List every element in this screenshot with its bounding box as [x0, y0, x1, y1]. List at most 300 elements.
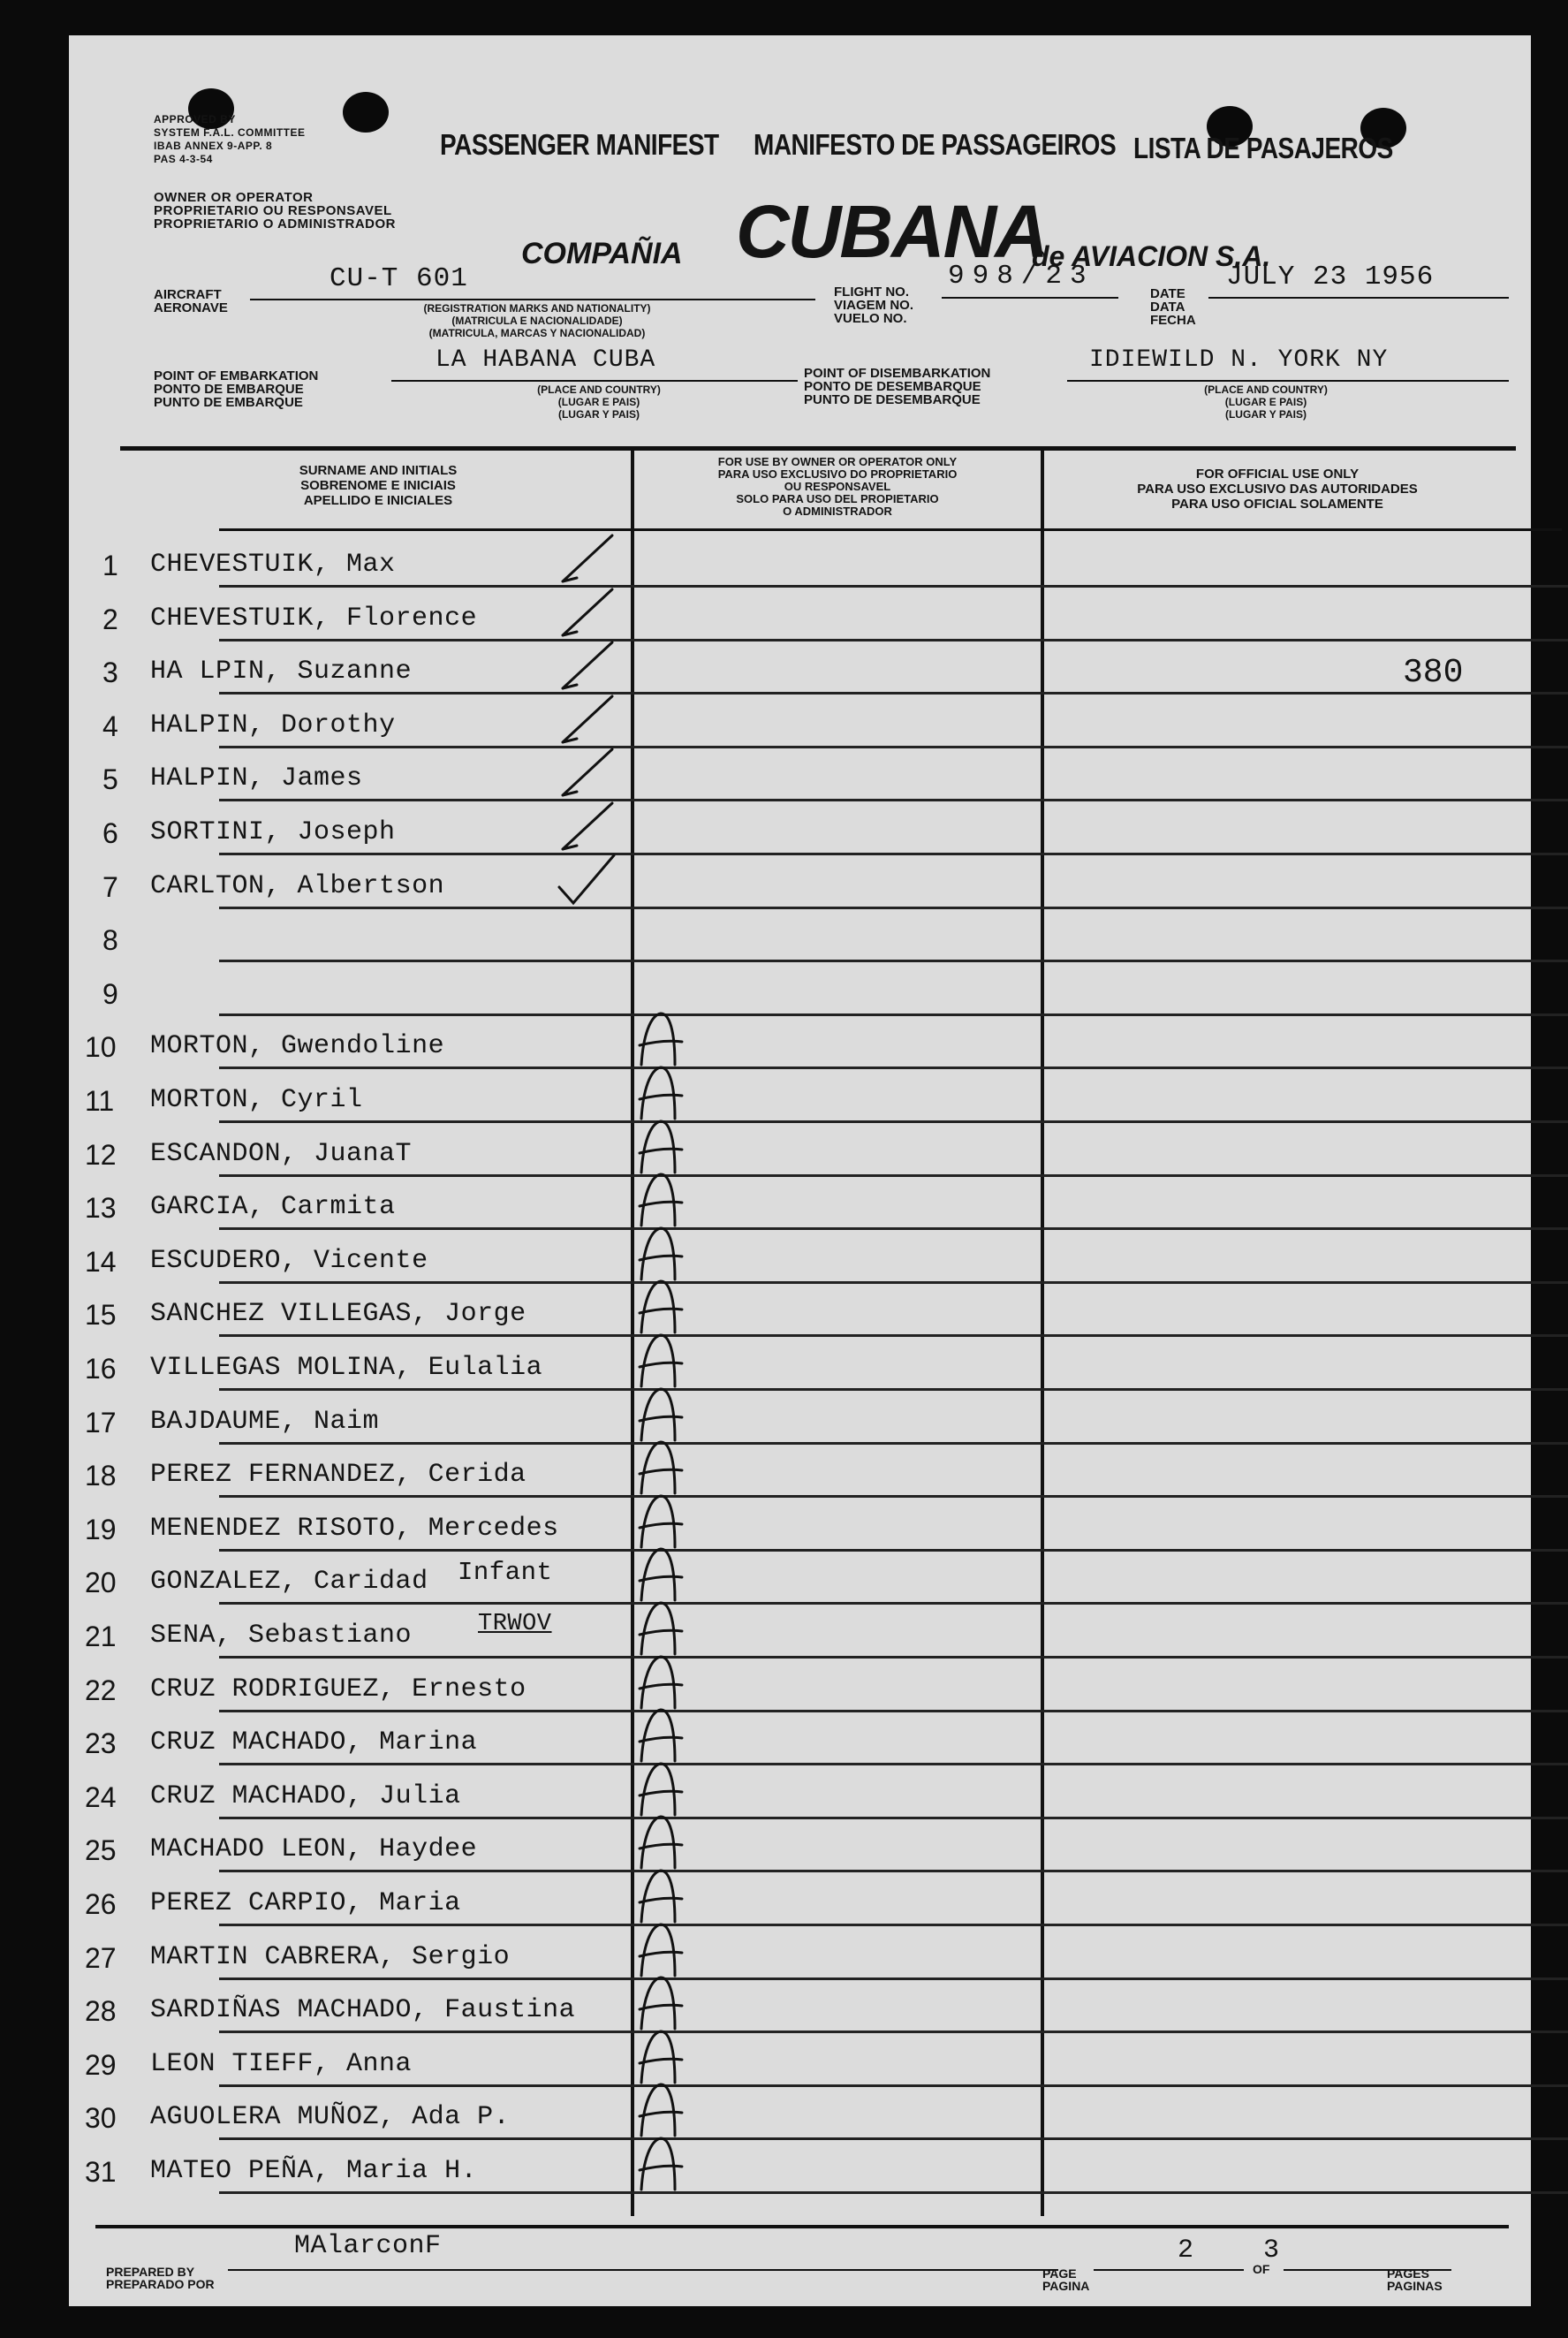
pages-label: [1387, 2267, 1443, 2292]
embark-underline: [391, 380, 798, 382]
handwritten-a-mark-icon: [634, 1813, 687, 1870]
row-number: 25: [85, 1834, 117, 1867]
handwritten-a-mark-icon: [634, 1867, 687, 1924]
passenger-given-name: Dorothy: [281, 710, 396, 740]
row-number: 9: [102, 977, 118, 1010]
passenger-surname: SARDIÑAS MACHADO: [150, 1995, 413, 2026]
row-number: 5: [102, 763, 118, 796]
passenger-surname: HA LPIN: [150, 657, 265, 687]
handwritten-a-mark-icon: [634, 1760, 687, 1817]
embark-label-line: PUNTO DE EMBARQUE: [154, 395, 303, 410]
passenger-surname: ESCANDON: [150, 1138, 282, 1169]
flight-underline: [942, 297, 1118, 299]
disembark-label: [804, 367, 990, 406]
row-number: 26: [85, 1888, 117, 1920]
name-separator: ,: [412, 1995, 445, 2026]
handwritten-a-mark-icon: [634, 1653, 687, 1710]
name-separator: ,: [314, 603, 347, 634]
passenger-name: [150, 1407, 379, 1437]
row-number: 13: [85, 1192, 117, 1225]
header-bottom-rule: [219, 528, 1562, 531]
passenger-given-name: Suzanne: [297, 657, 413, 687]
footer-label-line: PAGINAS: [1387, 2279, 1443, 2293]
prepared-by-label: [106, 2266, 215, 2290]
passenger-given-name: Gwendoline: [281, 1031, 445, 1062]
owner-label-line: OWNER OR OPERATOR: [154, 190, 314, 205]
caption-line: (PLACE AND COUNTRY): [1204, 383, 1328, 396]
name-separator: ,: [379, 1941, 413, 1972]
passenger-given-name: Haydee: [379, 1834, 478, 1865]
row-number: 12: [85, 1138, 117, 1171]
tick-slash-icon: [550, 635, 621, 692]
passenger-given-name: James: [281, 763, 363, 794]
handwritten-a-mark-icon: [634, 1225, 687, 1281]
column-header-line: FOR OFFICIAL USE ONLY: [1195, 467, 1360, 482]
row-number: 11: [85, 1085, 115, 1117]
checkmark-icon: [550, 850, 621, 907]
embark-label-line: POINT OF EMBARKATION: [154, 368, 319, 383]
name-separator: ,: [264, 870, 298, 901]
date-label: [1150, 287, 1196, 327]
page-number: 2: [1178, 2236, 1194, 2266]
row-number: 10: [85, 1031, 117, 1064]
passenger-surname: GONZALEZ: [150, 1567, 282, 1598]
date-label-line: FECHA: [1150, 313, 1196, 328]
row-number: 23: [85, 1727, 117, 1760]
row-rule: [219, 1763, 1568, 1765]
passenger-given-name: Ada P.: [412, 2102, 511, 2133]
name-separator: ,: [379, 2102, 413, 2133]
passenger-given-name: Eulalia: [428, 1353, 543, 1383]
passenger-surname: SANCHEZ VILLEGAS: [150, 1299, 413, 1330]
disembark-label-line: PUNTO DE DESEMBARQUE: [804, 392, 981, 407]
column-header-line: PARA USO OFICIAL SOLAMENTE: [1171, 497, 1383, 512]
row-number: 30: [85, 2102, 117, 2135]
flight-value: 998/23: [948, 261, 1095, 292]
date-underline: [1208, 297, 1509, 299]
tick-slash-icon: [550, 742, 621, 799]
row-number: 1: [102, 550, 118, 581]
owner-label-line: PROPRIETARIO OU RESPONSAVEL: [154, 203, 392, 218]
row-number: 14: [85, 1245, 117, 1278]
aircraft-caption: [360, 302, 714, 339]
handwritten-a-mark-icon: [634, 2135, 687, 2191]
row-number: 2: [102, 603, 118, 635]
aircraft-value: CU-T 601: [330, 263, 468, 294]
aircraft-label-line: AIRCRAFT: [154, 287, 222, 302]
passenger-given-name: Maria H.: [346, 2156, 478, 2186]
name-separator: ,: [346, 1780, 380, 1811]
disembark-underline: [1067, 380, 1509, 382]
passenger-given-name: Joseph: [297, 817, 396, 847]
name-separator: ,: [346, 1834, 380, 1865]
row-rule: [219, 1817, 1568, 1819]
row-rule: [219, 1870, 1568, 1872]
official-note: 380: [1403, 654, 1464, 692]
passenger-name: [150, 1085, 363, 1115]
row-rule: [219, 2191, 1568, 2194]
annotation-infant: Infant: [458, 1558, 553, 1587]
total-pages: 3: [1263, 2236, 1280, 2266]
passenger-given-name: Florence: [346, 603, 478, 634]
column-header-owner: [639, 456, 1036, 518]
passenger-surname: MORTON: [150, 1031, 249, 1062]
passenger-name: [150, 657, 412, 687]
passenger-surname: HALPIN: [150, 763, 249, 794]
row-number: 28: [85, 1995, 117, 2028]
passenger-name: [150, 1514, 559, 1544]
aircraft-underline: [250, 299, 815, 300]
caption-line: (LUGAR Y PAIS): [557, 408, 640, 421]
approval-line: APPROVED BY: [154, 113, 236, 125]
row-rule: [219, 853, 1568, 855]
handwritten-a-mark-icon: [634, 2081, 687, 2137]
title-english: PASSENGER MANIFEST: [440, 127, 719, 161]
tick-slash-icon: [550, 796, 621, 853]
row-rule: [219, 799, 1568, 801]
passenger-surname: GARCIA: [150, 1192, 249, 1223]
row-rule: [219, 746, 1568, 748]
passenger-given-name: Albertson: [297, 870, 445, 901]
row-number: 24: [85, 1780, 117, 1813]
name-separator: ,: [248, 1085, 282, 1115]
handwritten-a-mark-icon: [634, 1332, 687, 1388]
prepared-by-underline: [228, 2269, 1058, 2271]
tick-slash-icon: [550, 528, 621, 585]
handwritten-a-mark-icon: [634, 1171, 687, 1227]
passenger-given-name: Maria: [379, 1888, 461, 1918]
passenger-name: [150, 1834, 477, 1864]
flight-label-line: VIAGEM NO.: [834, 298, 914, 313]
passenger-name: [150, 1621, 412, 1651]
row-rule: [219, 1334, 1568, 1337]
handwritten-a-mark-icon: [634, 1545, 687, 1602]
row-number: 16: [85, 1353, 117, 1385]
name-separator: ,: [395, 1460, 428, 1491]
row-rule: [219, 1602, 1568, 1605]
row-rule: [219, 1495, 1568, 1498]
passenger-surname: MORTON: [150, 1085, 249, 1115]
passenger-given-name: Julia: [379, 1780, 461, 1811]
aircraft-label: [154, 288, 228, 315]
name-separator: ,: [264, 817, 298, 847]
row-number: 15: [85, 1299, 117, 1332]
passenger-given-name: Naim: [314, 1406, 380, 1437]
passenger-name: [150, 763, 363, 793]
passenger-surname: HALPIN: [150, 710, 249, 740]
column-header-line: SOLO PARA USO DEL PROPIETARIO: [736, 492, 939, 505]
row-rule: [219, 907, 1568, 909]
column-header-line: PARA USO EXCLUSIVO DO PROPRIETARIO: [717, 467, 958, 481]
passenger-name: [150, 871, 444, 901]
passenger-name: [150, 1299, 526, 1329]
passenger-surname: PEREZ CARPIO: [150, 1888, 347, 1918]
column-header-line: SURNAME AND INITIALS: [299, 463, 458, 478]
passenger-name: [150, 710, 396, 740]
company-name: CUBANA: [736, 190, 1047, 273]
approval-block: [154, 113, 306, 166]
footer-label-line: PREPARADO POR: [106, 2277, 215, 2291]
passenger-given-name: Anna: [346, 2048, 413, 2079]
passenger-surname: LEON TIEFF: [150, 2048, 314, 2079]
row-number: 20: [85, 1567, 117, 1599]
disembark-label-line: POINT OF DISEMBARKATION: [804, 366, 991, 381]
column-header-line: O ADMINISTRADOR: [783, 505, 892, 518]
caption-line: (REGISTRATION MARKS AND NATIONALITY): [423, 302, 651, 315]
name-separator: ,: [346, 1727, 380, 1758]
row-number: 29: [85, 2048, 117, 2081]
page-underline: [1094, 2269, 1244, 2271]
row-rule: [219, 1442, 1568, 1445]
passenger-given-name: Caridad: [314, 1567, 428, 1598]
passenger-given-name: Vicente: [314, 1245, 428, 1276]
passenger-name: [150, 603, 477, 634]
name-separator: ,: [281, 1567, 314, 1598]
row-rule: [219, 1281, 1568, 1284]
of-label: OF: [1253, 2262, 1270, 2276]
passenger-name: [150, 2102, 510, 2132]
passenger-name: [150, 1727, 477, 1757]
passenger-surname: CRUZ MACHADO: [150, 1727, 347, 1758]
passenger-name: [150, 1888, 461, 1918]
table-top-rule: [120, 446, 1516, 451]
passenger-name: [150, 2156, 477, 2186]
row-number: 19: [85, 1513, 117, 1545]
row-number: 17: [85, 1406, 117, 1438]
row-number: 3: [102, 657, 118, 689]
row-rule: [219, 1174, 1568, 1177]
caption-line: (LUGAR Y PAIS): [1224, 408, 1307, 421]
row-rule: [219, 1013, 1568, 1016]
row-rule: [219, 585, 1568, 588]
embark-label-line: PONTO DE EMBARQUE: [154, 382, 304, 397]
flight-label: [834, 285, 913, 325]
title-portuguese: MANIFESTO DE PASSAGEIROS: [754, 127, 1117, 161]
passenger-surname: AGUOLERA MUÑOZ: [150, 2102, 380, 2133]
handwritten-a-mark-icon: [634, 2028, 687, 2084]
footer-label-line: PAGE: [1042, 2266, 1077, 2281]
name-separator: ,: [281, 1406, 314, 1437]
row-rule: [219, 1656, 1568, 1659]
disembark-value: IDIEWILD N. YORK NY: [1089, 346, 1389, 374]
row-rule: [219, 2137, 1568, 2140]
passenger-name: [150, 2049, 412, 2079]
handwritten-a-mark-icon: [634, 1492, 687, 1549]
date-label-line: DATA: [1150, 300, 1185, 315]
passenger-name: [150, 1192, 396, 1222]
passenger-surname: MACHADO LEON: [150, 1834, 347, 1865]
row-rule: [219, 1977, 1568, 1980]
flight-label-line: FLIGHT NO.: [834, 285, 909, 300]
title-spanish: LISTA DE PASAJEROS: [1133, 131, 1393, 164]
passenger-surname: VILLEGAS MOLINA: [150, 1353, 396, 1383]
approval-line: SYSTEM F.A.L. COMMITTEE: [154, 126, 306, 139]
row-rule: [219, 960, 1568, 962]
caption-line: (MATRICULA E NACIONALIDADE): [451, 315, 623, 327]
passenger-given-name: Sebastiano: [248, 1621, 413, 1651]
passenger-given-name: Sergio: [412, 1941, 511, 1972]
passenger-given-name: Cerida: [428, 1460, 526, 1491]
row-number: 6: [102, 817, 118, 849]
row-rule: [219, 1227, 1568, 1230]
name-separator: ,: [281, 1138, 314, 1169]
passenger-name: [150, 1246, 428, 1276]
passenger-surname: CHEVESTUIK: [150, 550, 314, 580]
row-rule: [219, 1120, 1568, 1123]
passenger-surname: MENENDEZ RISOTO: [150, 1513, 396, 1544]
prepared-by-value: MAlarconF: [294, 2231, 442, 2261]
column-header-official: [1048, 467, 1507, 512]
column-header-line: OU RESPONSAVEL: [784, 480, 891, 493]
column-header-line: FOR USE BY OWNER OR OPERATOR ONLY: [717, 455, 958, 468]
passenger-name: [150, 1942, 510, 1972]
row-number: 4: [102, 710, 118, 742]
name-separator: ,: [395, 1513, 428, 1544]
passenger-surname: CRUZ MACHADO: [150, 1780, 347, 1811]
passenger-given-name: Ernesto: [412, 1674, 526, 1704]
passenger-given-name: Cyril: [281, 1085, 363, 1115]
tick-slash-icon: [550, 689, 621, 746]
handwritten-a-mark-icon: [634, 1438, 687, 1495]
passenger-surname: MARTIN CABRERA: [150, 1941, 380, 1972]
owner-label: [154, 191, 396, 231]
passenger-surname: CHEVESTUIK: [150, 603, 314, 634]
embark-value: LA HABANA CUBA: [436, 346, 656, 374]
name-separator: ,: [248, 1031, 282, 1062]
handwritten-a-mark-icon: [634, 1974, 687, 2031]
passenger-surname: PEREZ FERNANDEZ: [150, 1460, 396, 1491]
owner-label-line: PROPRIETARIO O ADMINISTRADOR: [154, 216, 397, 232]
passenger-name: [150, 1995, 575, 2025]
handwritten-a-mark-icon: [634, 1278, 687, 1334]
caption-line: (LUGAR E PAIS): [1224, 396, 1307, 408]
passenger-surname: BAJDAUME: [150, 1406, 282, 1437]
caption-line: (LUGAR E PAIS): [557, 396, 640, 408]
passenger-name: [150, 1139, 412, 1169]
name-separator: ,: [395, 1353, 428, 1383]
approval-line: IBAB ANNEX 9-APP. 8: [154, 140, 273, 152]
column-header-name: [140, 463, 617, 508]
passenger-name: [150, 817, 396, 847]
column-header-line: SOBRENOME E INICIAIS: [300, 478, 456, 493]
manifest-sheet: [69, 35, 1531, 2306]
row-rule: [219, 2084, 1568, 2087]
passenger-surname: SENA: [150, 1621, 216, 1651]
name-separator: ,: [248, 763, 282, 794]
row-rule: [219, 1549, 1568, 1552]
handwritten-a-mark-icon: [634, 1118, 687, 1174]
passenger-surname: SORTINI: [150, 817, 265, 847]
disembark-label-line: PONTO DE DESEMBARQUE: [804, 379, 981, 394]
name-separator: ,: [314, 2048, 347, 2079]
passenger-given-name: JuanaT: [314, 1138, 413, 1169]
passenger-surname: MATEO PEÑA: [150, 2156, 314, 2186]
footer-label-line: PREPARED BY: [106, 2265, 195, 2279]
passenger-surname: ESCUDERO: [150, 1245, 282, 1276]
row-rule: [219, 2031, 1568, 2033]
name-separator: ,: [216, 1621, 249, 1651]
handwritten-a-mark-icon: [634, 1385, 687, 1442]
passenger-name: [150, 1674, 526, 1704]
row-number: 8: [102, 924, 118, 957]
row-rule: [219, 1924, 1568, 1926]
passenger-given-name: Marina: [379, 1727, 478, 1758]
passenger-given-name: Faustina: [444, 1995, 576, 2026]
passenger-surname: CRUZ RODRIGUEZ: [150, 1674, 380, 1704]
name-separator: ,: [281, 1245, 314, 1276]
caption-line: (MATRICULA, MARCAS Y NACIONALIDAD): [428, 327, 646, 339]
name-separator: ,: [379, 1674, 413, 1704]
embark-caption: [484, 383, 714, 421]
handwritten-a-mark-icon: [634, 1010, 687, 1067]
row-rule: [219, 639, 1568, 641]
approval-line: PAS 4-3-54: [154, 153, 213, 165]
handwritten-a-mark-icon: [634, 1921, 687, 1977]
row-rule: [219, 1710, 1568, 1712]
row-rule: [219, 1388, 1568, 1391]
punch-hole: [343, 92, 389, 133]
passenger-given-name: Carmita: [281, 1192, 396, 1223]
name-separator: ,: [264, 657, 298, 687]
column-divider-official: [1041, 449, 1044, 2216]
disembark-caption: [1151, 383, 1381, 421]
name-separator: ,: [314, 2156, 347, 2186]
row-rule: [219, 692, 1568, 695]
name-separator: ,: [314, 550, 347, 580]
row-number: 22: [85, 1674, 117, 1706]
column-header-line: PARA USO EXCLUSIVO DAS AUTORIDADES: [1137, 482, 1418, 497]
row-number: 27: [85, 1941, 117, 1974]
annotation-trwov: TRWOV: [478, 1611, 552, 1637]
aircraft-label-line: AERONAVE: [154, 300, 228, 315]
name-separator: ,: [248, 710, 282, 740]
footer-label-line: PAGINA: [1042, 2279, 1090, 2293]
date-label-line: DATE: [1150, 286, 1185, 301]
passenger-surname: CARLTON: [150, 870, 265, 901]
column-header-line: APELLIDO E INICIALES: [303, 493, 453, 508]
name-separator: ,: [248, 1192, 282, 1223]
passenger-name: [150, 550, 396, 580]
date-value: JULY 23 1956: [1226, 262, 1435, 292]
flight-label-line: VUELO NO.: [834, 311, 907, 326]
embark-label: [154, 369, 318, 409]
tick-slash-icon: [550, 582, 621, 639]
page-label: [1042, 2267, 1089, 2292]
company-suffix: de AVIACION S.A.: [1032, 240, 1271, 272]
passenger-given-name: Mercedes: [428, 1513, 559, 1544]
passenger-name: [150, 1353, 542, 1383]
name-separator: ,: [412, 1299, 445, 1330]
passenger-name: [150, 1460, 526, 1490]
passenger-name: [150, 1567, 428, 1597]
passenger-name: [150, 1031, 444, 1061]
footer-label-line: PAGES: [1387, 2266, 1429, 2281]
passenger-given-name: Jorge: [444, 1299, 526, 1330]
table-bottom-rule: [95, 2225, 1509, 2228]
name-separator: ,: [346, 1888, 380, 1918]
row-rule: [219, 1067, 1568, 1069]
row-number: 18: [85, 1460, 117, 1492]
handwritten-a-mark-icon: [634, 1064, 687, 1120]
row-number: 7: [102, 870, 118, 903]
passenger-given-name: Max: [346, 550, 396, 580]
row-number: 31: [85, 2156, 117, 2188]
handwritten-a-mark-icon: [634, 1706, 687, 1763]
company-prefix: COMPAÑIA: [521, 237, 683, 270]
passenger-name: [150, 1781, 461, 1811]
handwritten-a-mark-icon: [634, 1599, 687, 1656]
caption-line: (PLACE AND COUNTRY): [537, 383, 661, 396]
